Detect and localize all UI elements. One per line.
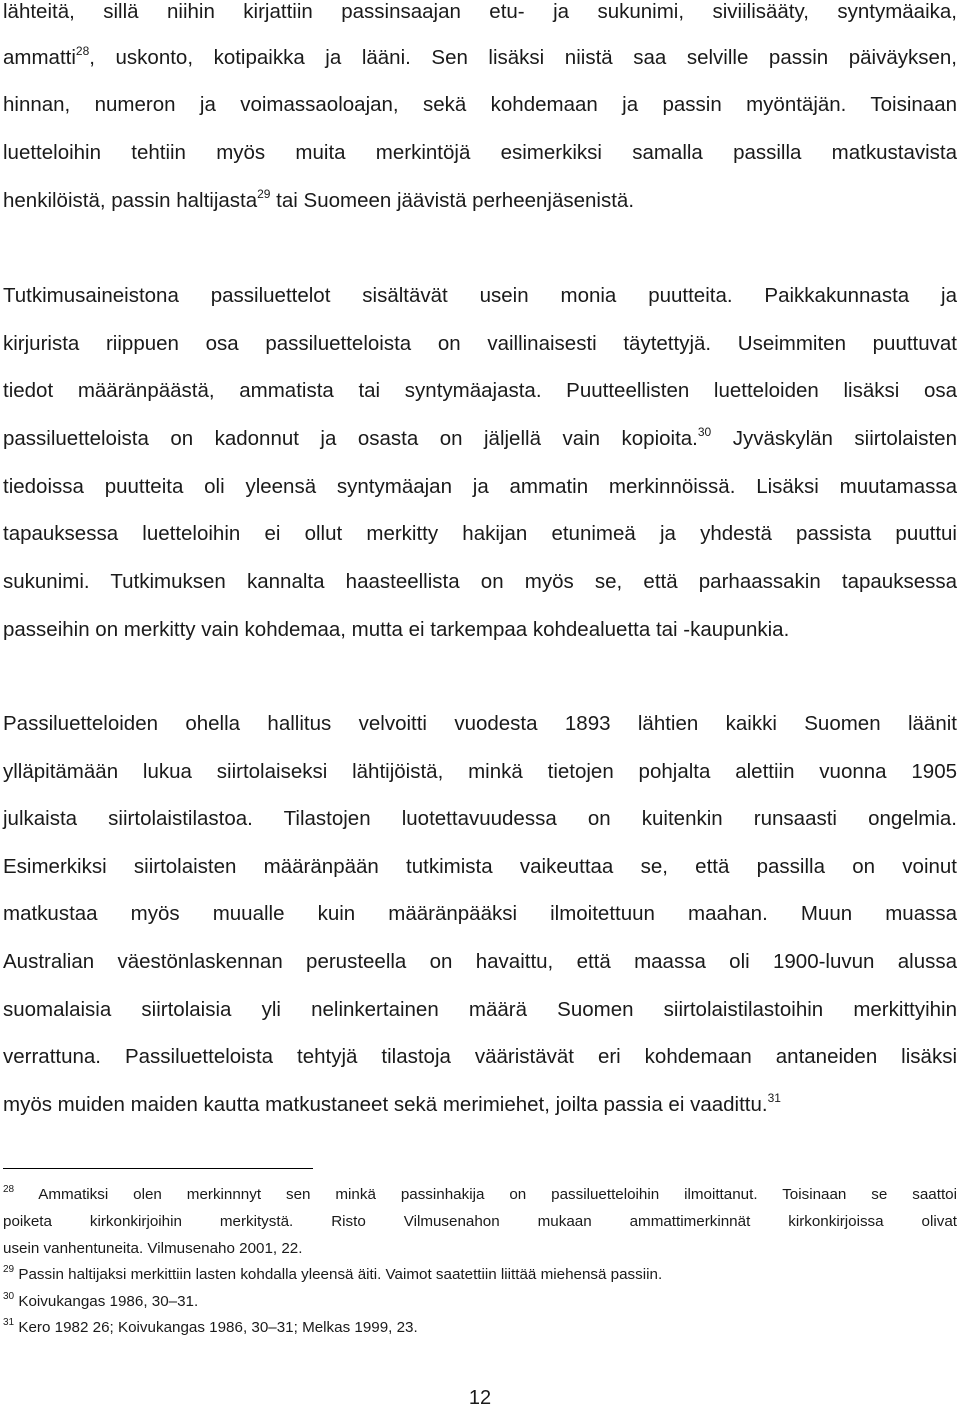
text-line: passiluetteloista on kadonnut ja osasta on jäljellä vain kopioita.$^{30}$ Jyväskylän siirtolaisten (3, 425, 957, 450)
footnote-28-cont: usein vanhentuneita. Vilmusenaho 2001, 22. (3, 1240, 303, 1257)
footnote-30: $^{30}$ Koivukangas 1986, 30–31. (3, 1291, 199, 1310)
footnote-28-cont: poiketa kirkonkirjoihin merkitystä. Risto Vilmusenahon mukaan ammattimerkinnät kirkonkirjoissa olivat (3, 1213, 957, 1230)
footnote-28: $^{28}$ Ammatiksi olen merkinnnyt sen minkä passinhakija on passiluetteloihin ilmoittanut. Toisinaan se saattoi (3, 1184, 957, 1203)
footnote-31: $^{31}$ Kero 1982 26; Koivukangas 1986, 30–31; Melkas 1999, 23. (3, 1317, 418, 1336)
footnote-ref-30[interactable]: 30 (697, 425, 712, 439)
text-line: julkaista siirtolaistilastoa. Tilastojen luotettavuudessa on kuitenkin runsaasti ongelmia. (3, 807, 957, 830)
text-line: Tutkimusaineistona passiluettelot sisältävät usein monia puutteita. Paikkakunnasta ja (3, 284, 957, 307)
text-line: suomalaisia siirtolaisia yli nelinkertainen määrä Suomen siirtolaistilastoihin merkittyihin (3, 998, 957, 1021)
text-line: matkustaa myös muualle kuin määränpääksi ilmoitettuun maahan. Muun muassa (3, 902, 957, 925)
text-line: passeihin on merkitty vain kohdemaa, mutta ei tarkempaa kohdealuetta tai -kaupunkia. (3, 618, 790, 641)
text-line: luetteloihin tehtiin myös muita merkintöjä esimerkiksi samalla passilla matkustavista (3, 141, 957, 164)
text-line: tiedot määränpäästä, ammatista tai syntymäajasta. Puutteellisten luetteloiden lisäksi osa (3, 379, 957, 402)
footnote-ref-29[interactable]: 29 (257, 187, 271, 201)
text-line: lähteitä, sillä niihin kirjattiin passinsaajan etu- ja sukunimi, siviilisääty, syntymäaika, (3, 0, 957, 23)
text-line: henkilöistä, passin haltijasta$^{29}$ tai Suomeen jäävistä perheenjäsenistä. (3, 187, 635, 212)
text-line: Esimerkiksi siirtolaisten määränpään tutkimista vaikeuttaa se, että passilla on voinut (3, 855, 957, 878)
text-line: hinnan, numeron ja voimassaoloajan, sekä kohdemaan ja passin myöntäjän. Toisinaan (3, 93, 957, 116)
footnote-ref-31[interactable]: 31 (767, 1091, 781, 1105)
page-number: 12 (468, 1387, 492, 1409)
footnote-29: $^{29}$ Passin haltijaksi merkittiin lasten kohdalla yleensä äiti. Vaimot saatettiin liittää miehensä passiin. (3, 1264, 663, 1283)
text-line: ylläpitämään lukua siirtolaiseksi lähtijöistä, minkä tietojen pohjalta alettiin vuonna 1905 (3, 760, 957, 783)
text-line: myös muiden maiden kautta matkustaneet sekä merimiehet, joilta passia ei vaadittu.$^{31}$ (3, 1091, 781, 1116)
text-line: ammatti$^{28}$, uskonto, kotipaikka ja lääni. Sen lisäksi niistä saa selville passin päiväyksen, (3, 44, 957, 69)
footnote-separator (3, 1168, 313, 1169)
text-line: kirjurista riippuen osa passiluetteloista on vaillinaisesti täytettyjä. Useimmiten puuttuvat (3, 332, 957, 355)
text-line: Australian väestönlaskennan perusteella on havaittu, että maassa oli 1900-luvun alussa (3, 950, 957, 973)
text-line: verrattuna. Passiluetteloista tehtyjä tilastoja vääristävät eri kohdemaan antaneiden lisäksi (3, 1045, 957, 1068)
footnote-ref-28[interactable]: 28 (75, 44, 90, 58)
text-line: sukunimi. Tutkimuksen kannalta haasteellista on myös se, että parhaassakin tapauksessa (3, 570, 957, 593)
text-line: Passiluetteloiden ohella hallitus velvoitti vuodesta 1893 lähtien kaikki Suomen läänit (3, 712, 957, 735)
text-line: tiedoissa puutteita oli yleensä syntymäajan ja ammatin merkinnöissä. Lisäksi muutamassa (3, 475, 957, 498)
text-line: tapauksessa luetteloihin ei ollut merkitty hakijan etunimeä ja yhdestä passista puuttui (3, 522, 957, 545)
